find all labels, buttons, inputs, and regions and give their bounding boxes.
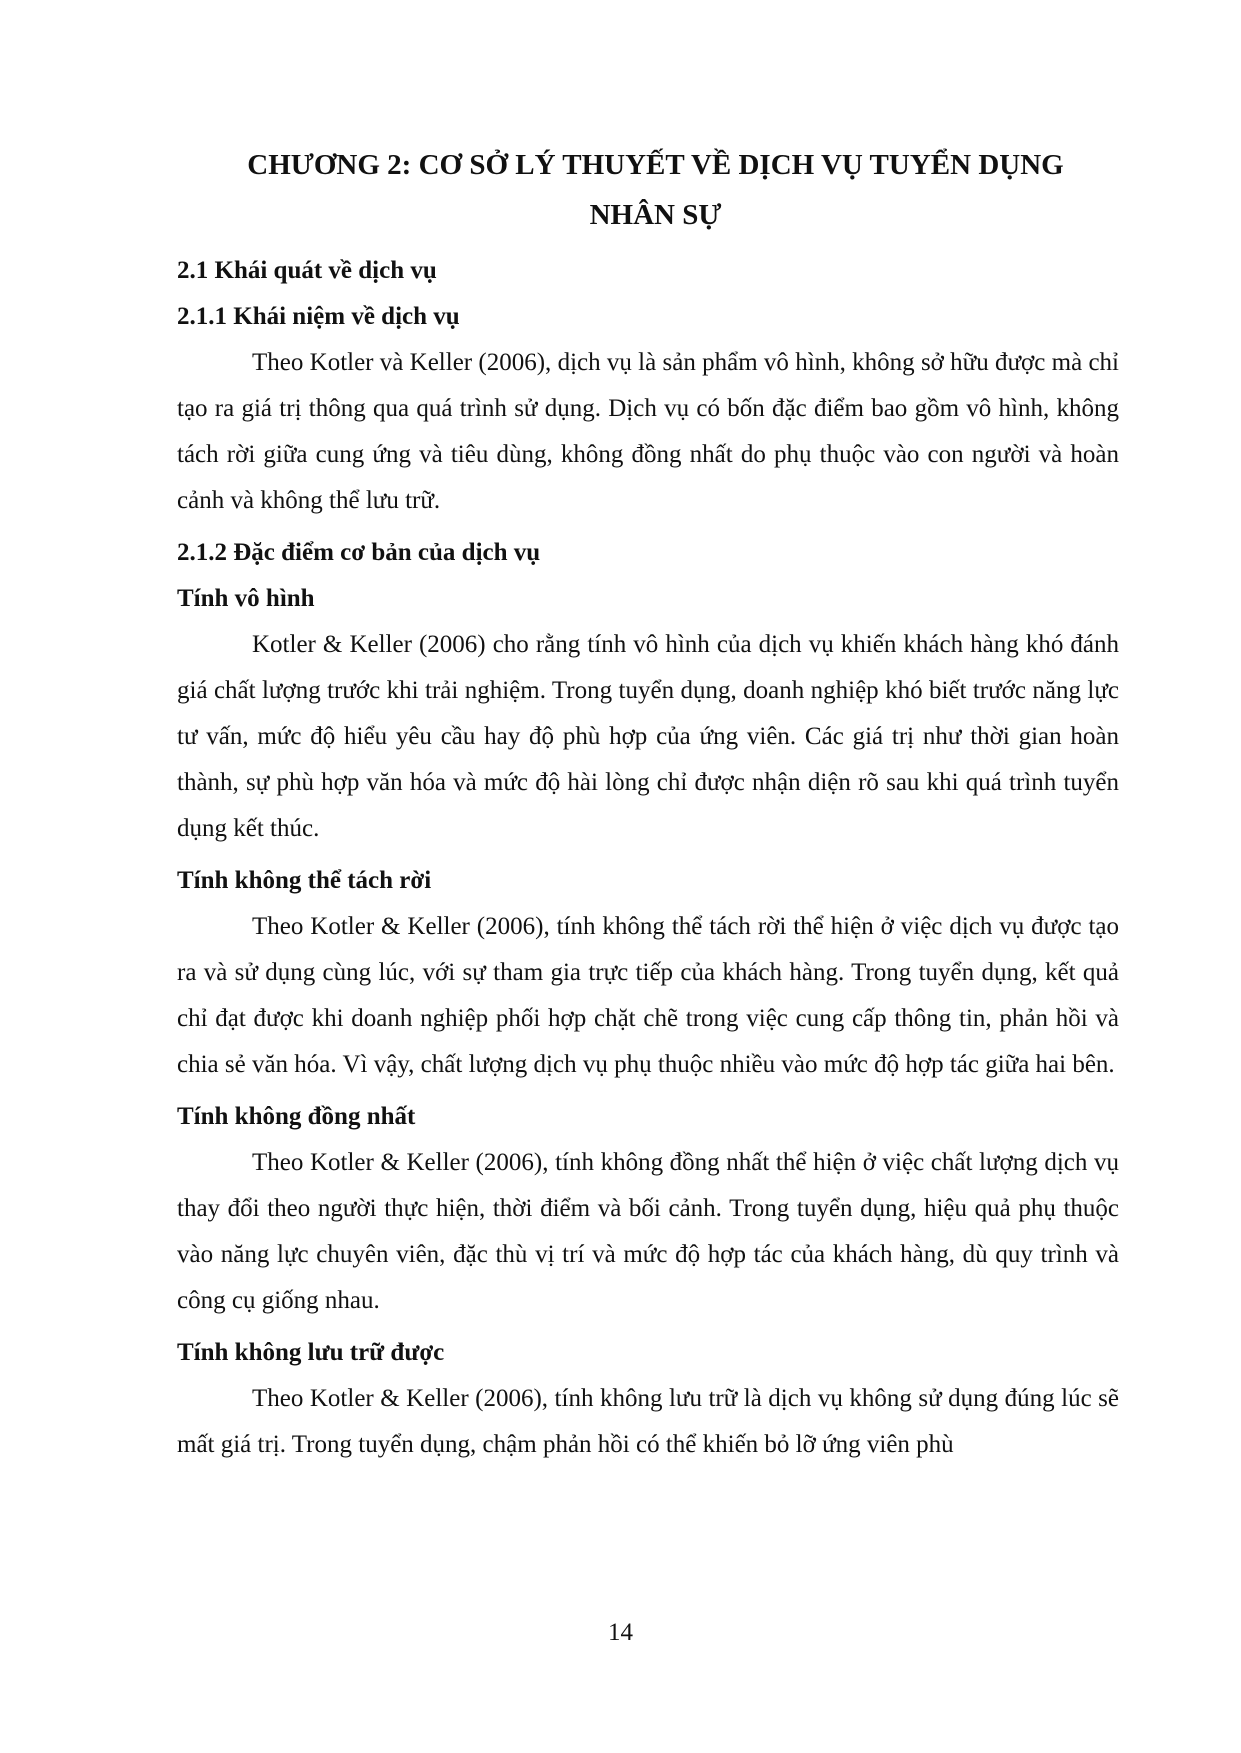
chapter-title bbox=[177, 140, 1119, 240]
paragraph-perishability: Theo Kotler & Keller (2006), tính không lưu trữ là dịch vụ không sử dụng đúng lúc sẽ mất giá trị. Trong tuyển dụng, chậm phản hồi có thể khiến bỏ lỡ ứng viên phù bbox=[177, 1385, 1119, 1458]
paragraph-heterogeneity: Theo Kotler & Keller (2006), tính không đồng nhất thể hiện ở việc chất lượng dịch vụ thay đổi theo người thực hiện, thời điểm và bối cảnh. Trong tuyển dụng, hiệu quả phụ thuộc vào năng lực chuyên viên, đặc thù vị trí và mức độ hợp tác của khách hàng, dù quy trình và công cụ giống nhau. bbox=[177, 1149, 1119, 1314]
section-heading-2-1-1: 2.1.1 Khái niệm về dịch vụ bbox=[177, 303, 460, 330]
paragraph-intangibility: Kotler & Keller (2006) cho rằng tính vô hình của dịch vụ khiến khách hàng khó đánh giá chất lượng trước khi trải nghiệm. Trong tuyển dụng, doanh nghiệp khó biết trước năng lực tư vấn, mức độ hiểu yêu cầu hay độ phù hợp của ứng viên. Các giá trị như thời gian hoàn thành, sự phù hợp văn hóa và mức độ hài lòng chỉ được nhận diện rõ sau khi quá trình tuyển dụng kết thúc. bbox=[177, 631, 1119, 842]
paragraph-inseparability: Theo Kotler & Keller (2006), tính không thể tách rời thể hiện ở việc dịch vụ được tạo ra và sử dụng cùng lúc, với sự tham gia trực tiếp của khách hàng. Trong tuyển dụng, kết quả chỉ đạt được khi doanh nghiệp phối hợp chặt chẽ trong việc cung cấp thông tin, phản hồi và chia sẻ văn hóa. Vì vậy, chất lượng dịch vụ phụ thuộc nhiều vào mức độ hợp tác giữa hai bên. bbox=[177, 913, 1119, 1078]
chapter-title-line-1: CHƯƠNG 2: CƠ SỞ LÝ THUYẾT VỀ DỊCH VỤ TUYỂN DỤNG bbox=[247, 149, 1064, 181]
subheading-inseparability: Tính không thể tách rời bbox=[177, 867, 432, 894]
page-content bbox=[177, 140, 1119, 1474]
subheading-intangibility: Tính vô hình bbox=[177, 585, 315, 612]
section-heading-2-1-2: 2.1.2 Đặc điểm cơ bản của dịch vụ bbox=[177, 539, 541, 566]
chapter-title-line-2: NHÂN SỰ bbox=[589, 199, 722, 231]
subheading-heterogeneity: Tính không đồng nhất bbox=[177, 1103, 416, 1130]
page-number: 14 bbox=[608, 1619, 633, 1646]
section-heading-2-1: 2.1 Khái quát về dịch vụ bbox=[177, 257, 437, 284]
subheading-perishability: Tính không lưu trữ được bbox=[177, 1339, 445, 1366]
paragraph-service-concept: Theo Kotler và Keller (2006), dịch vụ là sản phẩm vô hình, không sở hữu được mà chỉ tạo ra giá trị thông qua quá trình sử dụng. Dịch vụ có bốn đặc điểm bao gồm vô hình, không tách rời giữa cung ứng và tiêu dùng, không đồng nhất do phụ thuộc vào con người và hoàn cảnh và không thể lưu trữ. bbox=[177, 349, 1119, 514]
